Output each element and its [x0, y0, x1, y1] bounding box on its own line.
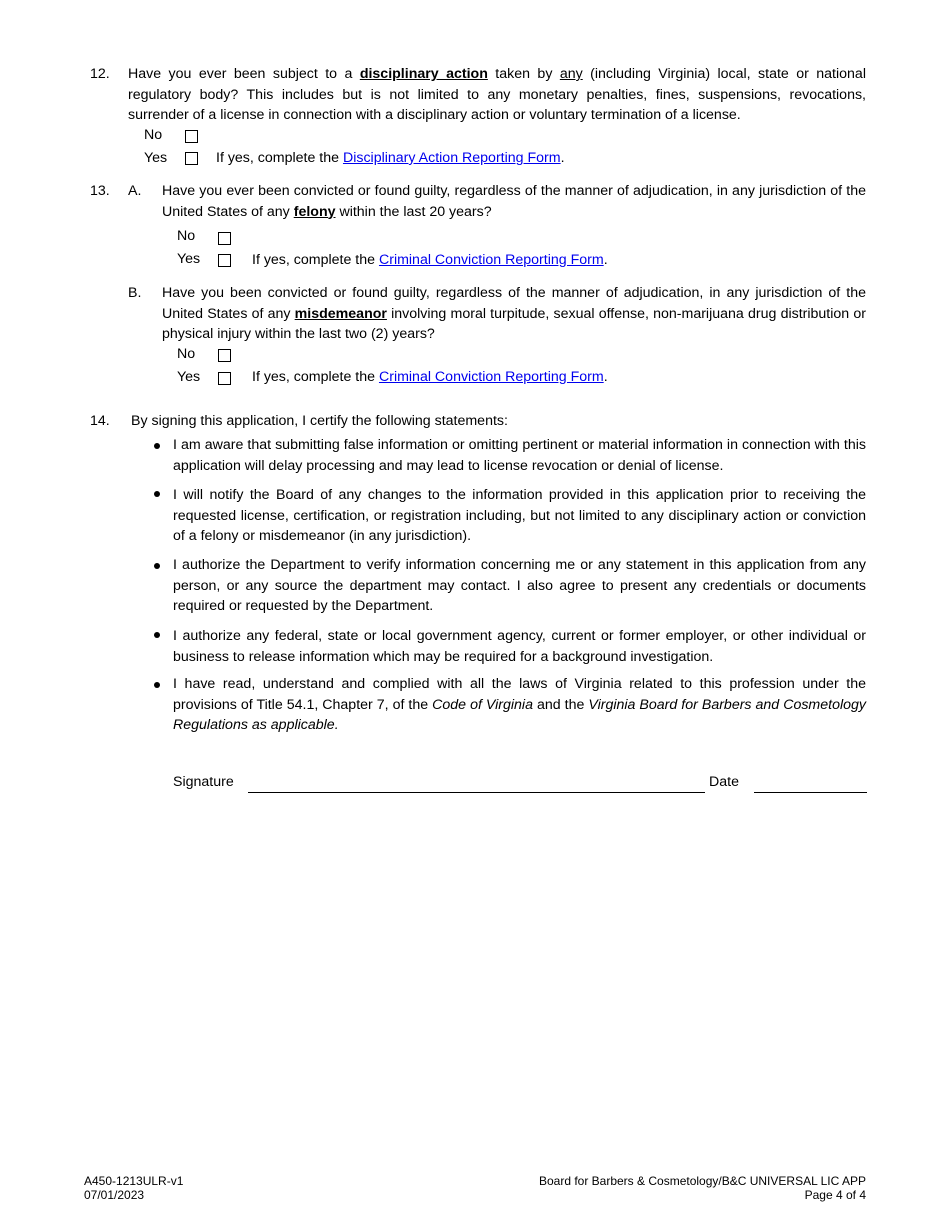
q13b-if-yes: If yes, complete the Criminal Conviction Reporting Form.	[252, 369, 608, 385]
criminal-conviction-form-link[interactable]: Criminal Conviction Reporting Form	[378, 252, 604, 268]
certification-statement-1: I am aware that submitting false information or omitting pertinent or material information in connection with this application will delay processing and may lead to license revocation or denial of license.	[173, 437, 866, 474]
disciplinary-action-form-link[interactable]: Disciplinary Action Reporting Form	[342, 150, 561, 166]
q12-if-yes: If yes, complete the Disciplinary Action Reporting Form.	[216, 150, 565, 166]
footer-left	[84, 1175, 183, 1202]
q14-number: 14.	[90, 413, 110, 429]
bullet-dot	[154, 682, 160, 688]
date-field[interactable]	[754, 792, 867, 793]
q13b-letter: B.	[128, 285, 142, 301]
form-id: A450-1213ULR-v1	[84, 1174, 184, 1188]
q13a-letter: A.	[128, 183, 142, 199]
bullet-dot	[154, 632, 160, 638]
certification-statement-4: I authorize any federal, state or local government agency, current or former employer, or other individual or business to release information which may be required for a background investigation.	[173, 628, 866, 665]
q13a-yes-checkbox[interactable]	[218, 254, 231, 267]
certification-statement-2: I will notify the Board of any changes to the information provided in this application prior to receiving the requested license, certification, or registration including, but not limited to any disciplinary action or conviction of a felony or misdemeanor (in any jurisdiction).	[173, 487, 866, 544]
footer-right	[539, 1175, 866, 1202]
q12-yes-label: Yes	[144, 150, 168, 166]
q13b-yes-label: Yes	[177, 369, 201, 385]
q13-number: 13.	[90, 183, 110, 199]
q13b-yes-checkbox[interactable]	[218, 372, 231, 385]
form-date: 07/01/2023	[84, 1187, 145, 1202]
q12-no-checkbox[interactable]	[185, 130, 198, 143]
board-name: Board for Barbers & Cosmetology/B&C UNIVERSAL LIC APP	[538, 1174, 866, 1188]
bullet-dot	[154, 491, 160, 497]
date-label: Date	[709, 774, 739, 790]
q14-intro: By signing this application, I certify the following statements:	[131, 413, 508, 429]
q12-number: 12.	[90, 66, 110, 82]
q13a-text: Have you ever been convicted or found guilty, regardless of the manner of adjudication, in any jurisdiction of the United States of any felony within the last 20 years?	[162, 183, 866, 220]
signature-label: Signature	[173, 774, 234, 790]
certification-statement-3: I authorize the Department to verify information concerning me or any statement in this application from any person, or any source the department may contact. I also agree to present any credentials or documents required or requested by the Department.	[173, 557, 866, 614]
q13a-no-checkbox[interactable]	[218, 232, 231, 245]
signature-field[interactable]	[248, 792, 705, 793]
q13b-text: Have you been convicted or found guilty, regardless of the manner of adjudication, in any jurisdiction of the United States of any misdemeanor involving moral turpitude, sexual offense, non-marijuana drug distribution or physical injury within the last two (2) years?	[162, 285, 866, 342]
q12-text: Have you ever been subject to a disciplinary action taken by any (including Virginia) local, state or national regulatory body? This includes but is not limited to any monetary penalties, fines, suspensions, revocations, surrender of a license in connection with a disciplinary action or voluntary termination of a license.	[128, 66, 866, 123]
certification-statement-5: I have read, understand and complied with all the laws of Virginia related to this profession under the provisions of Title 54.1, Chapter 7, of the Code of Virginia and the Virginia Board for Barbers and Cosmetology Regulations as applicable.	[173, 676, 866, 733]
q13a-yes-label: Yes	[177, 251, 201, 267]
q13a-no-label: No	[177, 228, 196, 244]
q12-yes-checkbox[interactable]	[185, 152, 198, 165]
q12-no-label: No	[144, 127, 163, 143]
q13b-no-label: No	[177, 346, 196, 362]
q13a-if-yes: If yes, complete the Criminal Conviction Reporting Form.	[252, 252, 608, 268]
bullet-dot	[154, 443, 160, 449]
criminal-conviction-form-link-2[interactable]: Criminal Conviction Reporting Form	[378, 369, 604, 385]
page-number: Page 4 of 4	[804, 1187, 866, 1202]
bullet-dot	[154, 563, 160, 569]
q13b-no-checkbox[interactable]	[218, 349, 231, 362]
